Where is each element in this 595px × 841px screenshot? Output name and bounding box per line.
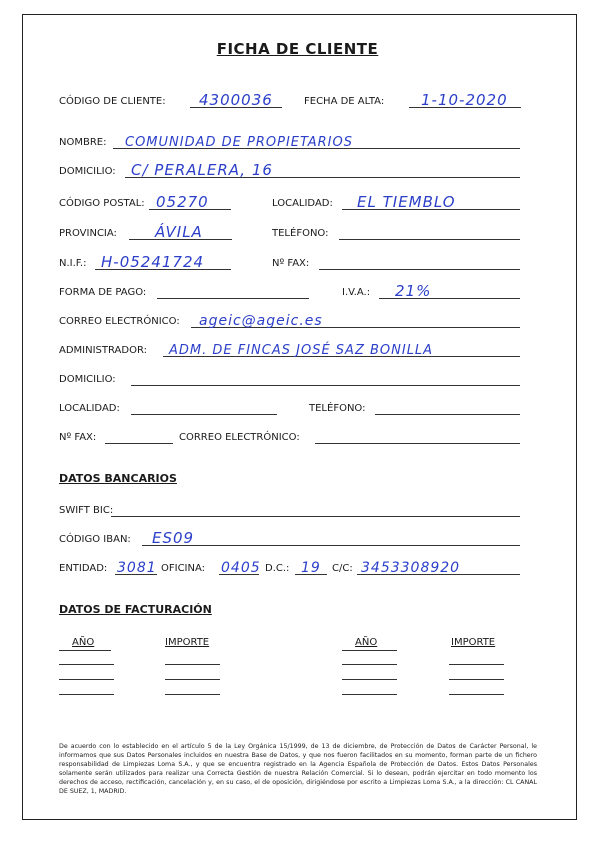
row-nombre: [59, 131, 520, 151]
row-entidad: [59, 557, 520, 577]
billing-amount-line[interactable]: [165, 693, 220, 695]
billing-amount-header-2: IMPORTE: [451, 637, 496, 648]
correo-label: CORREO ELECTRÓNICO:: [59, 316, 180, 327]
administrador-label: ADMINISTRADOR:: [59, 345, 147, 356]
telefono2-field[interactable]: [375, 394, 520, 415]
row-cp-localidad: [59, 192, 520, 212]
correo-value: ageic@ageic.es: [199, 313, 323, 329]
provincia-label: PROVINCIA:: [59, 228, 117, 239]
billing-year-header-1: AÑO: [72, 637, 95, 648]
row-swift: [59, 499, 520, 519]
row-administrador: [59, 339, 520, 359]
forma-pago-label: FORMA DE PAGO:: [59, 287, 147, 298]
localidad-label: LOCALIDAD:: [272, 198, 333, 209]
codigo-cliente-label: CÓDIGO DE CLIENTE:: [59, 96, 166, 107]
fecha-alta-label: FECHA DE ALTA:: [304, 96, 385, 107]
provincia-value: ÁVILA: [155, 223, 203, 241]
oficina-label: OFICINA:: [161, 563, 206, 574]
billing-year-line[interactable]: [342, 663, 397, 665]
nombre-label: NOMBRE:: [59, 137, 107, 148]
row-domicilio: [59, 160, 520, 180]
billing-year-line[interactable]: [59, 663, 114, 665]
correo2-field[interactable]: [315, 423, 520, 444]
billing-amount-line[interactable]: [449, 678, 504, 680]
swift-field[interactable]: [111, 496, 520, 517]
row-localidad-telefono-2: [59, 397, 520, 417]
billing-year-underline-1: [59, 649, 111, 651]
domicilio-label: DOMICILIO:: [59, 166, 116, 177]
domicilio2-label: DOMICILIO:: [59, 374, 116, 385]
nif-label: N.I.F.:: [59, 258, 87, 269]
billing-year-underline-2: [342, 649, 397, 651]
billing-amount-line[interactable]: [165, 663, 220, 665]
codigo-postal-label: CÓDIGO POSTAL:: [59, 198, 145, 209]
billing-amount-header-1: IMPORTE: [165, 637, 210, 648]
iva-label: I.V.A.:: [342, 287, 371, 298]
cc-label: C/C:: [332, 563, 353, 574]
row-fax-correo-2: [59, 426, 520, 446]
telefono-field[interactable]: [339, 219, 520, 240]
row-codigo-fecha: [59, 90, 520, 110]
domicilio2-field[interactable]: [131, 365, 520, 386]
fecha-alta-value: 1-10-2020: [421, 91, 508, 109]
administrador-value: ADM. DE FINCAS JOSÉ SAZ BONILLA: [169, 343, 434, 358]
dc-value: 19: [301, 560, 321, 576]
billing-year-line[interactable]: [342, 678, 397, 680]
localidad2-field[interactable]: [131, 394, 277, 415]
forma-pago-field[interactable]: [157, 278, 309, 299]
datos-facturacion-heading: DATOS DE FACTURACIÓN: [59, 603, 212, 616]
row-pago-iva: [59, 281, 520, 301]
entidad-label: ENTIDAD:: [59, 563, 108, 574]
oficina-value: 0405: [221, 560, 261, 576]
dc-label: D.C.:: [265, 563, 290, 574]
localidad2-label: LOCALIDAD:: [59, 403, 120, 414]
codigo-cliente-value: 4300036: [199, 91, 273, 109]
fax2-field[interactable]: [105, 423, 173, 444]
telefono2-label: TELÉFONO:: [309, 403, 366, 414]
row-iban: [59, 528, 520, 548]
billing-amount-line[interactable]: [449, 693, 504, 695]
row-provincia-telefono: [59, 222, 520, 242]
billing-amount-line[interactable]: [165, 678, 220, 680]
iva-value: 21%: [395, 282, 432, 300]
swift-label: SWIFT BIC:: [59, 505, 114, 516]
row-correo: [59, 310, 520, 330]
domicilio-value: C/ PERALERA, 16: [131, 161, 273, 179]
entidad-value: 3081: [117, 560, 157, 576]
nombre-value: COMUNIDAD DE PROPIETARIOS: [125, 135, 353, 150]
billing-year-line[interactable]: [59, 693, 114, 695]
iban-label: CÓDIGO IBAN:: [59, 534, 131, 545]
cc-value: 3453308920: [361, 560, 461, 576]
iban-value: ES09: [152, 529, 195, 547]
fax-field[interactable]: [319, 249, 520, 270]
correo2-label: CORREO ELECTRÓNICO:: [179, 432, 300, 443]
billing-year-line[interactable]: [59, 678, 114, 680]
datos-bancarios-heading: DATOS BANCARIOS: [59, 472, 177, 485]
codigo-postal-value: 05270: [156, 193, 209, 211]
billing-amount-line[interactable]: [449, 663, 504, 665]
telefono-label: TELÉFONO:: [272, 228, 329, 239]
privacy-footer: De acuerdo con lo establecido en el artículo 5 de la Ley Orgánica 15/1999, de 13 de diciembre, de Protección de Datos de Carácter Personal, le informamos que sus Datos Personales incluidos en nuestra Base de Datos, y que nos fueron facilitados en su momento, forman parte de un fichero responsabilidad de Limpiezas Loma S.A., y que se encuentra registrado en la Agencia Española de Protección de Datos. Estos Datos Personales solamente serán utilizados para realizar una Correcta Gestión de nuestra Relación Comercial. Si lo desean, podrán ejercitar en todo momento los derechos de acceso, rectificación, cancelación y, en su caso, el de oposición, dirigiéndose por escrito a Limpiezas Loma S.A., a la dirección: CL CANAL DE SUEZ, 1, MADRID.: [59, 743, 537, 795]
iban-field[interactable]: [142, 525, 520, 546]
fax-label: Nº FAX:: [272, 258, 310, 269]
form-title: FICHA DE CLIENTE: [216, 40, 379, 58]
billing-year-line[interactable]: [342, 693, 397, 695]
localidad-value: EL TIEMBLO: [357, 193, 456, 211]
row-domicilio-2: [59, 368, 520, 388]
nif-value: H-05241724: [101, 253, 205, 271]
fax2-label: Nº FAX:: [59, 432, 97, 443]
billing-year-header-2: AÑO: [355, 637, 378, 648]
row-nif-fax: [59, 252, 520, 272]
